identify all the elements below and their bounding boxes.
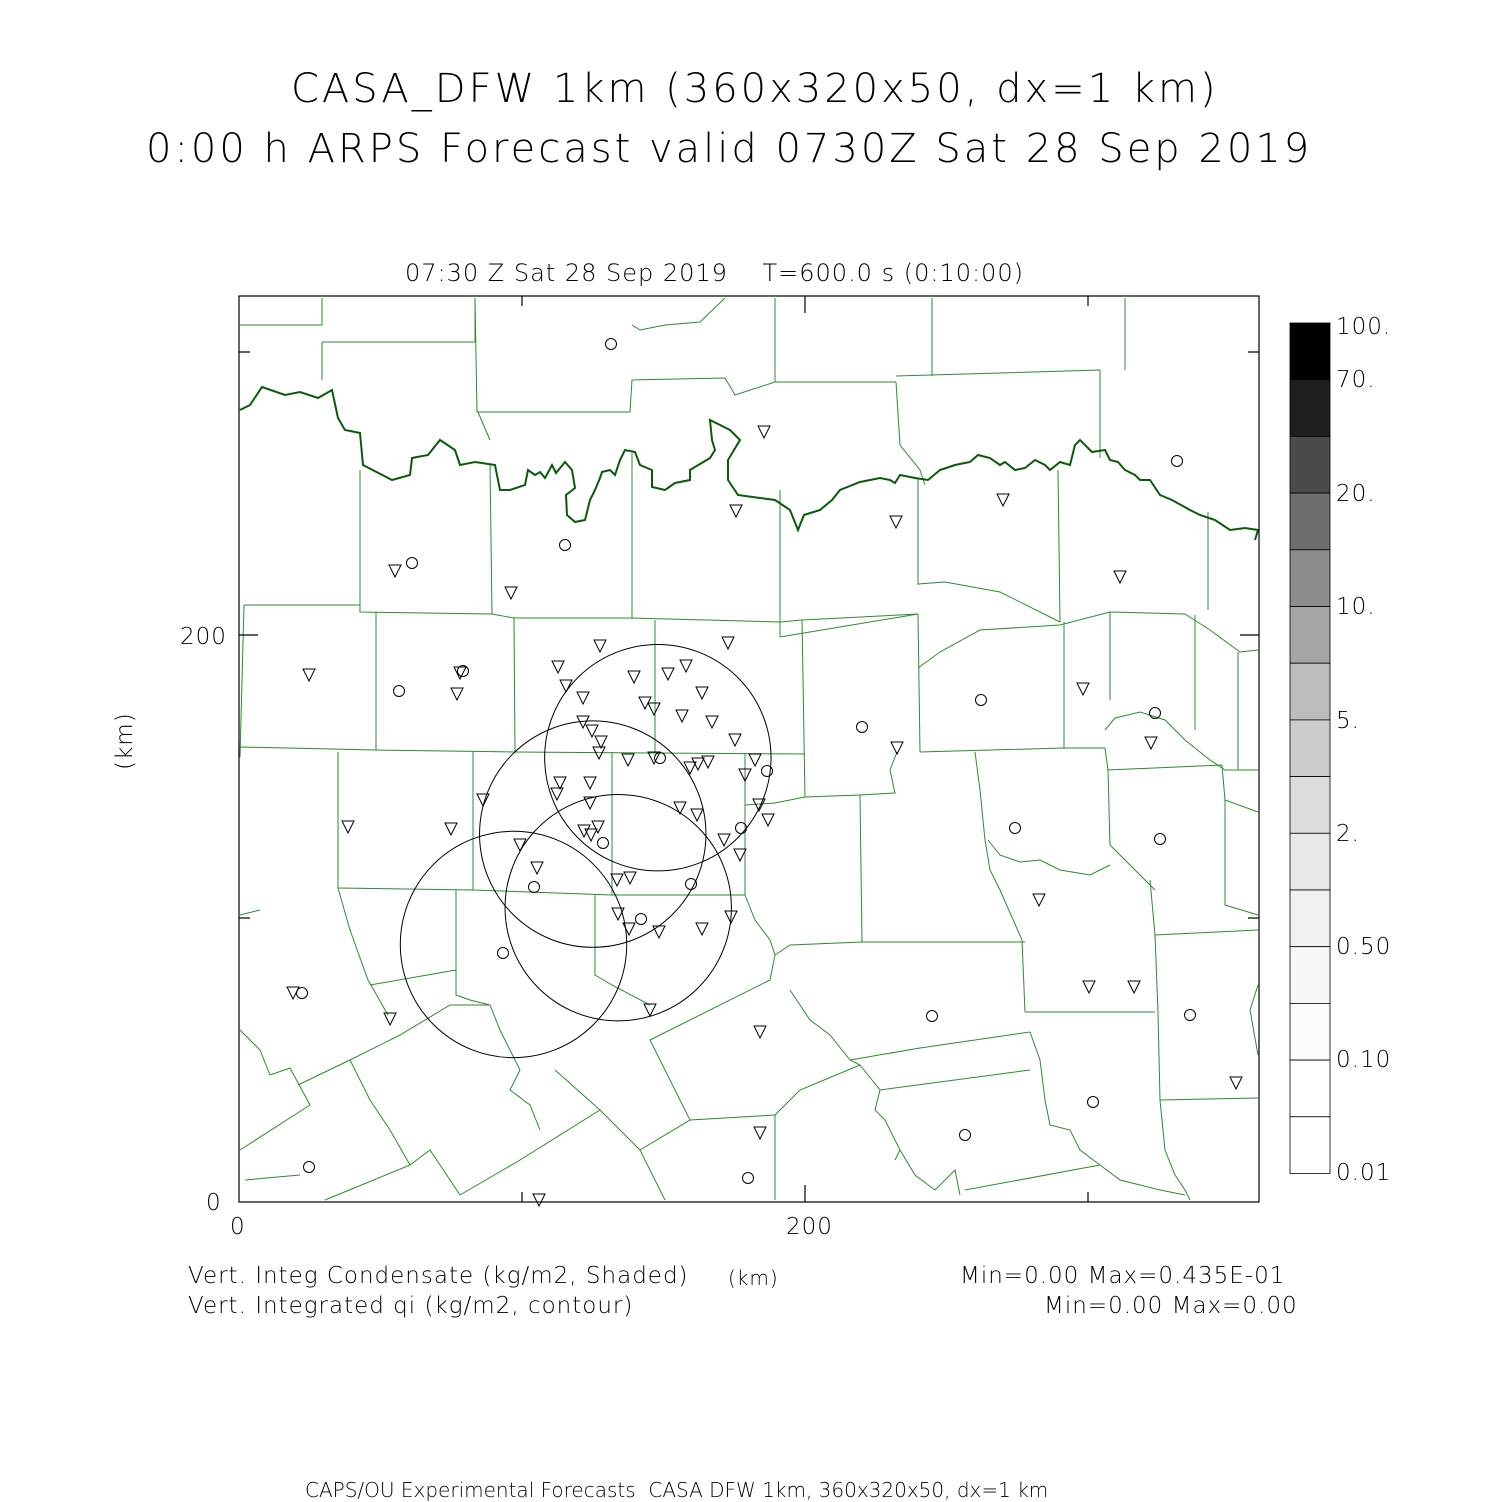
colorbar-swatch-2 — [1290, 436, 1330, 493]
triangle-station-icon — [718, 834, 730, 846]
triangle-station-icon — [287, 987, 299, 999]
triangle-station-icon — [1128, 981, 1140, 993]
colorbar-swatch-1 — [1290, 380, 1330, 437]
y-tick-0: 0 — [206, 1190, 222, 1216]
triangle-station-icon — [622, 754, 634, 766]
triangle-station-icon — [676, 710, 688, 722]
colorbar-swatch-14 — [1290, 1117, 1330, 1174]
circle-station-markers — [297, 339, 1196, 1184]
triangle-station-icon — [384, 1013, 396, 1025]
triangle-station-icon — [577, 692, 589, 704]
triangle-station-icon — [706, 716, 718, 728]
triangle-station-icon — [684, 762, 696, 774]
triangle-station-icon — [592, 821, 604, 833]
circle-station-icon — [1185, 1010, 1196, 1021]
title-line-1: CASA_DFW 1km (360x320x50, dx=1 km) — [291, 66, 1219, 112]
triangle-station-icon — [554, 777, 566, 789]
triangle-station-icon — [628, 671, 640, 683]
triangle-station-icon — [674, 802, 686, 814]
triangle-station-icon — [758, 426, 770, 438]
colorbar-swatch-11 — [1290, 947, 1330, 1004]
triangle-station-icon — [997, 494, 1009, 506]
circle-station-icon — [304, 1162, 315, 1173]
colorbar-swatch-8 — [1290, 777, 1330, 834]
triangle-station-icon — [584, 777, 596, 789]
footer-credit: CAPS/OU Experimental Forecasts CASA DFW 1km, 360x320x50, dx=1 km — [305, 1478, 1049, 1502]
colorbar-label-20: 20. — [1336, 481, 1376, 507]
contour-field-description: Vert. Integrated qi (kg/m2, contour) — [188, 1293, 634, 1319]
circle-station-icon — [743, 1173, 754, 1184]
radar-range-circle-0 — [545, 644, 771, 870]
colorbar-swatch-3 — [1290, 493, 1330, 550]
y-tick-200: 200 — [180, 624, 227, 650]
circle-station-icon — [762, 766, 773, 777]
colorbar-swatch-6 — [1290, 663, 1330, 720]
triangle-station-icon — [594, 640, 606, 652]
triangle-station-icon — [730, 505, 742, 517]
circle-station-icon — [598, 838, 609, 849]
colorbar-swatch-13 — [1290, 1060, 1330, 1117]
circle-station-icon — [960, 1130, 971, 1141]
triangle-station-icon — [729, 734, 741, 746]
title-line-2: 0:00 h ARPS Forecast valid 0730Z Sat 28 Sep 2019 — [146, 126, 1313, 172]
triangle-station-icon — [762, 814, 774, 826]
circle-station-icon — [297, 988, 308, 999]
colorbar-swatch-10 — [1290, 890, 1330, 947]
triangle-station-icon — [505, 587, 517, 599]
triangle-station-icon — [662, 668, 674, 680]
circle-station-icon — [498, 948, 509, 959]
colorbar-label-70: 70. — [1336, 367, 1376, 393]
plot-frame — [239, 296, 1259, 1202]
state-border-line — [240, 387, 1258, 540]
triangle-station-icon — [1083, 981, 1095, 993]
triangle-station-icon — [644, 1004, 656, 1016]
county-boundaries — [240, 298, 1258, 1200]
colorbar-label-5: 5. — [1336, 708, 1360, 734]
colorbar-swatch-12 — [1290, 1003, 1330, 1060]
triangle-station-icon — [696, 687, 708, 699]
circle-station-icon — [976, 695, 987, 706]
circle-station-icon — [560, 540, 571, 551]
triangle-station-icon — [1077, 683, 1089, 695]
triangle-station-icon — [477, 794, 489, 806]
triangle-station-icon — [389, 565, 401, 577]
triangle-station-icon — [342, 821, 354, 833]
circle-station-icon — [636, 914, 647, 925]
x-tick-0: 0 — [230, 1214, 246, 1240]
triangle-station-icon — [696, 923, 708, 935]
circle-station-icon — [1010, 823, 1021, 834]
circle-station-icon — [606, 339, 617, 350]
triangle-station-icon — [451, 688, 463, 700]
colorbar — [1290, 323, 1330, 1174]
colorbar-swatch-5 — [1290, 607, 1330, 664]
axis-ticks — [239, 296, 1259, 1202]
triangle-station-icon — [445, 823, 457, 835]
contour-field-stats: Min=0.00 Max=0.00 — [1044, 1293, 1298, 1319]
triangle-station-icon — [551, 788, 563, 800]
triangle-station-icon — [653, 926, 665, 938]
colorbar-label-0.50: 0.50 — [1336, 934, 1392, 960]
colorbar-swatch-4 — [1290, 550, 1330, 607]
triangle-station-markers — [287, 426, 1242, 1206]
triangle-station-icon — [1145, 737, 1157, 749]
circle-station-icon — [655, 753, 666, 764]
colorbar-label-100: 100. — [1336, 314, 1392, 340]
y-axis-label: (km) — [112, 712, 138, 770]
triangle-station-icon — [531, 862, 543, 874]
circle-station-icon — [529, 882, 540, 893]
circle-station-icon — [927, 1011, 938, 1022]
x-tick-200: 200 — [786, 1214, 833, 1240]
triangle-station-icon — [1230, 1077, 1242, 1089]
circle-station-icon — [394, 686, 405, 697]
triangle-station-icon — [890, 516, 902, 528]
triangle-station-icon — [648, 703, 660, 715]
circle-station-icon — [1172, 456, 1183, 467]
triangle-station-icon — [611, 874, 623, 886]
colorbar-label-0.01: 0.01 — [1336, 1160, 1392, 1186]
triangle-station-icon — [1114, 571, 1126, 583]
triangle-station-icon — [624, 872, 636, 884]
circle-station-icon — [857, 722, 868, 733]
triangle-station-icon — [586, 725, 598, 737]
x-axis-label: (km) — [728, 1266, 779, 1290]
colorbar-label-0.10: 0.10 — [1336, 1047, 1392, 1073]
circle-station-icon — [1088, 1097, 1099, 1108]
circle-station-icon — [1155, 834, 1166, 845]
shaded-field-stats: Min=0.00 Max=0.435E-01 — [960, 1263, 1286, 1289]
colorbar-swatch-9 — [1290, 833, 1330, 890]
triangle-station-icon — [680, 660, 692, 672]
triangle-station-icon — [692, 758, 704, 770]
shaded-field-description: Vert. Integ Condensate (kg/m2, Shaded) — [188, 1263, 689, 1289]
radar-range-circle-1 — [480, 721, 706, 947]
triangle-station-icon — [303, 669, 315, 681]
triangle-station-icon — [552, 661, 564, 673]
triangle-station-icon — [734, 849, 746, 861]
colorbar-label-10: 10. — [1336, 594, 1376, 620]
colorbar-swatch-7 — [1290, 720, 1330, 777]
triangle-station-icon — [754, 1127, 766, 1139]
radar-range-circles — [400, 644, 771, 1057]
colorbar-label-2: 2. — [1336, 821, 1360, 847]
triangle-station-icon — [1033, 894, 1045, 906]
triangle-station-icon — [454, 667, 466, 679]
triangle-station-icon — [754, 1026, 766, 1038]
triangle-station-icon — [533, 1194, 545, 1206]
colorbar-swatch-0 — [1290, 323, 1330, 380]
triangle-station-icon — [749, 754, 761, 766]
panel-header: 07:30 Z Sat 28 Sep 2019 T=600.0 s (0:10:00) — [405, 259, 1024, 287]
triangle-station-icon — [595, 736, 607, 748]
triangle-station-icon — [691, 809, 703, 821]
triangle-station-icon — [722, 637, 734, 649]
circle-station-icon — [407, 558, 418, 569]
